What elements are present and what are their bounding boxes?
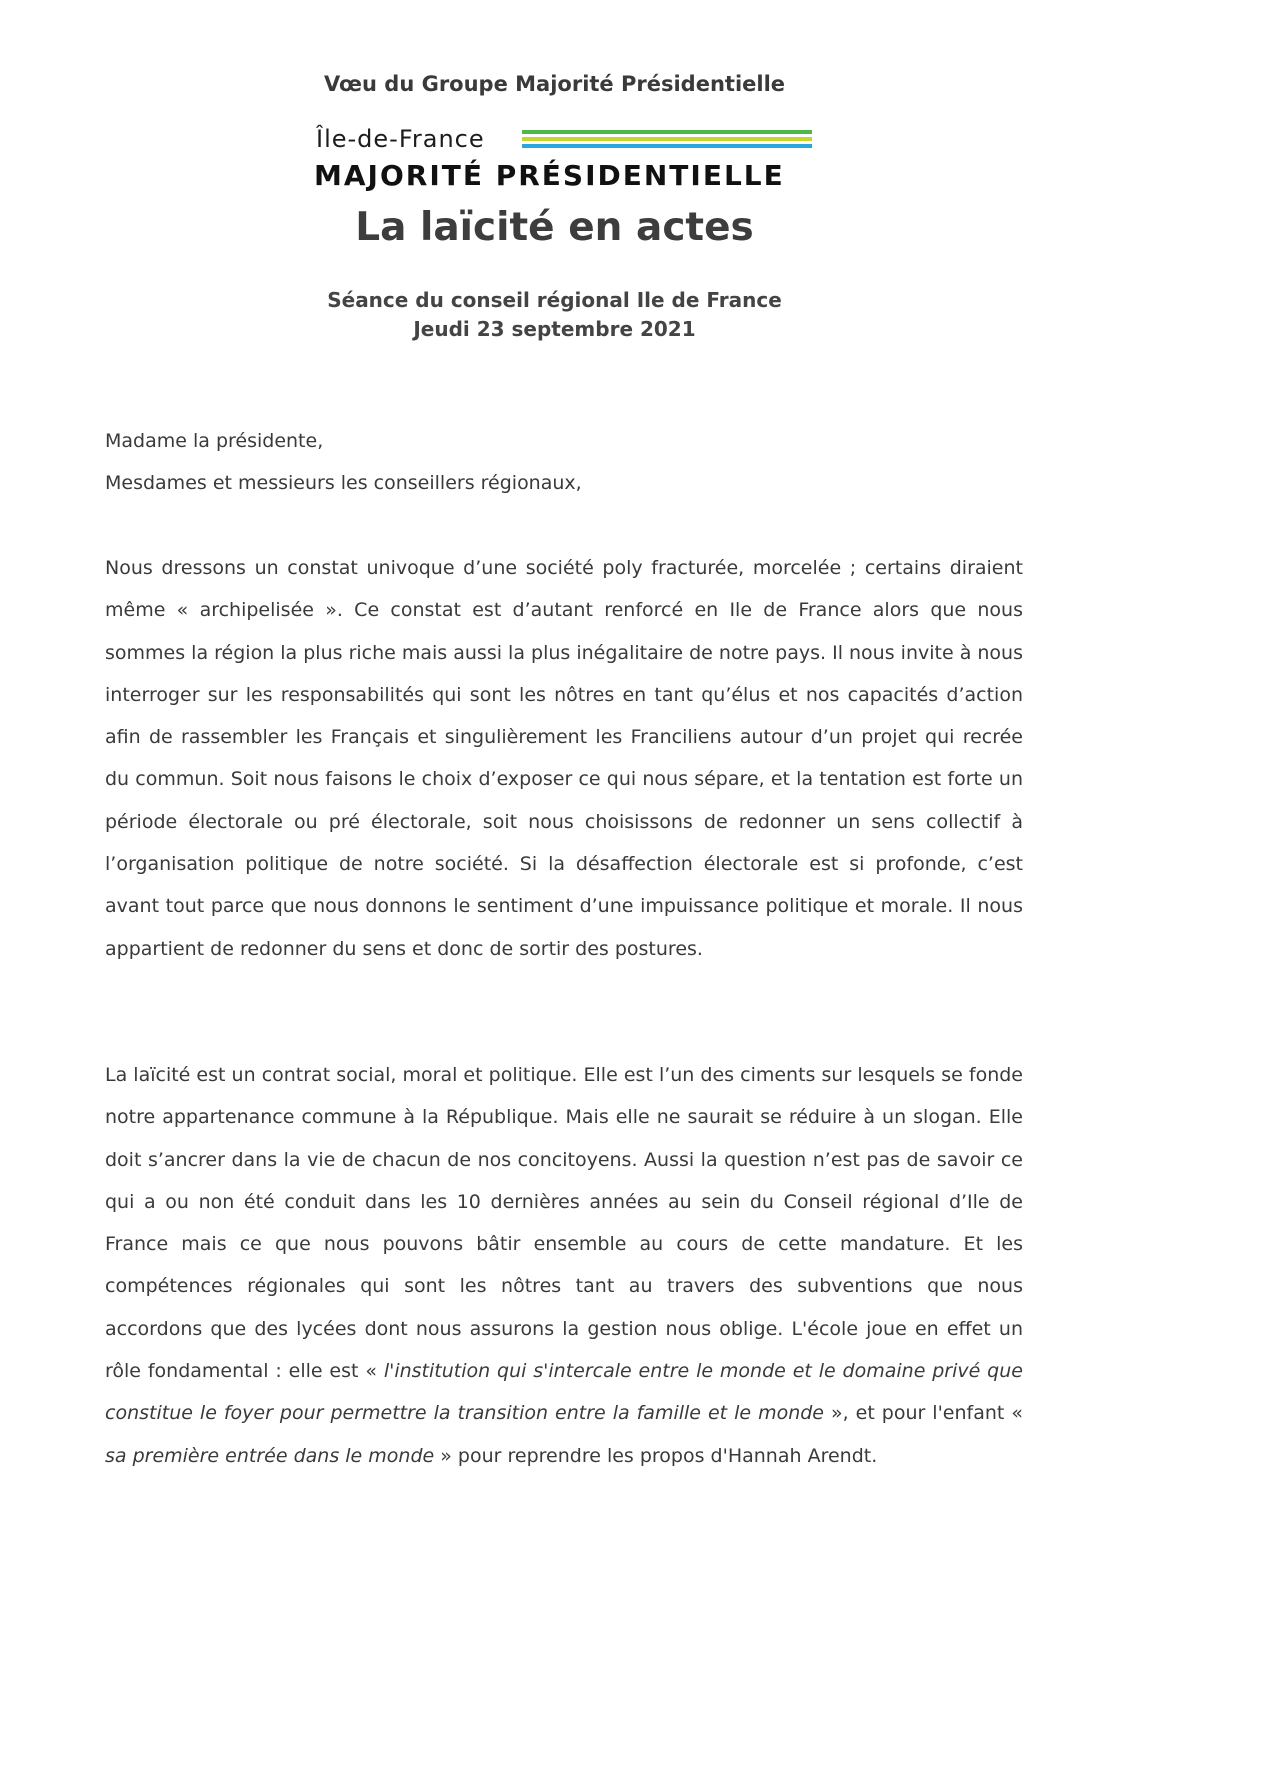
salutation-line-2: Mesdames et messieurs les conseillers régionaux, [105, 472, 582, 495]
session-line-1: Séance du conseil régional Ile de France [327, 288, 782, 312]
logo-main-text: MAJORITÉ PRÉSIDENTIELLE [314, 159, 785, 192]
salutation-line-1: Madame la présidente, [105, 430, 324, 452]
paragraph-1: Nous dressons un constat univoque d’une société poly fracturée, morcelée ; certains diraient même « archipelisée ». Ce constat est d’autant renforcé en Ile de France alors que nous sommes la région la plus riche mais aussi la plus inégalitaire de notre pays. Il nous invite à nous interroger sur les responsabilités qui sont les nôtres en tant qu’élus et nos capacités d’action afin de rassembler les Français et singulièrement les Franciliens autour d’un projet qui recrée du commun. Soit nous faisons le choix d’exposer ce qui nous sépare, et la tentation est forte un période électorale ou pré électorale, soit nous choisissons de redonner un sens collectif à l’organisation politique de notre société. Si la désaffection électorale est si profonde, c’est avant tout parce que nous donnons le sentiment d’une impuissance politique et morale. Il nous appartient de redonner du sens et donc de sortir des postures. [105, 557, 1023, 960]
paragraph-2 [105, 1054, 1023, 1477]
session-info [0, 286, 1109, 344]
logo-region-text: Île-de-France [316, 125, 485, 153]
paragraph-2-part-2: », et pour l'enfant « [824, 1402, 1023, 1425]
paragraph-2-part-3: » pour reprendre les propos d'Hannah Arendt. [434, 1444, 878, 1467]
document-title: La laïcité en actes [355, 205, 754, 250]
document-kicker: Vœu du Groupe Majorité Présidentielle [323, 72, 786, 96]
salutation [105, 420, 1023, 505]
paragraph-2-part-1: La laïcité est un contrat social, moral et politique. Elle est l’un des ciments sur lesquels se fonde notre appartenance commune à la République. Mais elle ne saurait se réduire à un slogan. Elle doit s’ancrer dans la vie de chacun de nos concitoyens. Aussi la question n’est pas de savoir ce qui a ou non été conduit dans les 10 dernières années au sein du Conseil régional d’Ile de France mais ce que nous pouvons bâtir ensemble au cours de cette mandature. Et les compétences régionales qui sont les nôtres tant au travers des subventions que nous accordons que des lycées dont nous assurons la gestion nous oblige. L'école joue en effet un rôle fondamental : elle est « [105, 1064, 1023, 1383]
session-line-2: Jeudi 23 septembre 2021 [413, 317, 696, 341]
majorite-presidentielle-logo [314, 125, 814, 193]
arendt-quote-1: l'institution qui s'intercale entre le monde et le domaine privé que constitue le foyer pour permettre la transition entre la famille et le monde [105, 1360, 1023, 1425]
logo-stripes-icon [522, 130, 812, 150]
arendt-quote-2: sa première entrée dans le monde [105, 1444, 435, 1467]
